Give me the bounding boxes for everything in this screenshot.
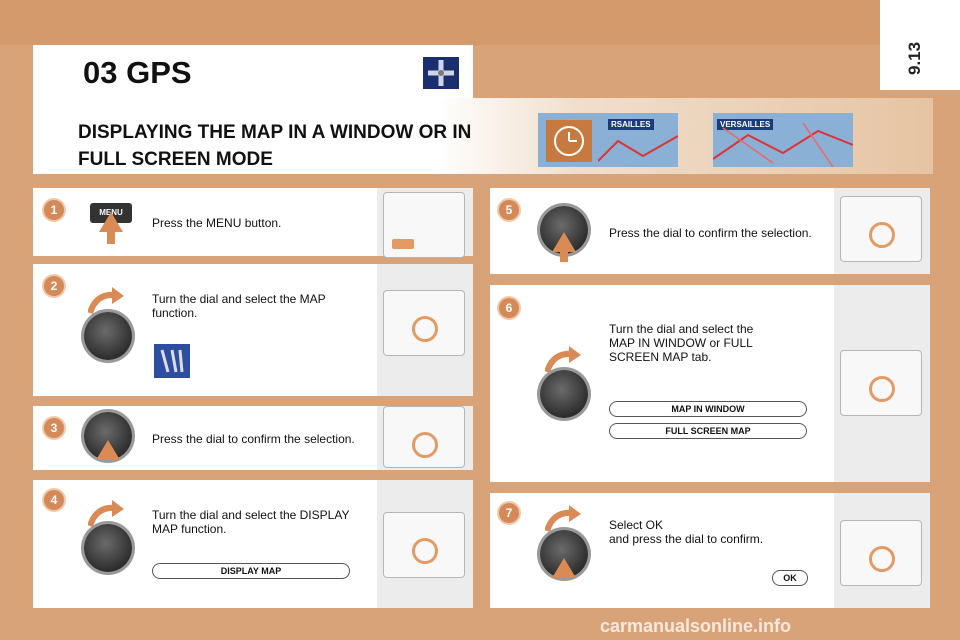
turn-arrow-icon xyxy=(545,505,581,533)
radio-unit-illustration xyxy=(383,512,465,578)
map-city-label: RSAILLES xyxy=(608,119,654,130)
full-screen-map-option[interactable]: FULL SCREEN MAP xyxy=(609,423,807,439)
map-window-thumbnail xyxy=(538,113,678,167)
press-arrow-icon xyxy=(99,212,123,232)
radio-unit-illustration xyxy=(383,192,465,258)
radio-unit-illustration xyxy=(383,406,465,468)
step-1-text: Press the MENU button. xyxy=(152,216,282,230)
dial-knob[interactable] xyxy=(84,312,132,360)
map-in-window-option[interactable]: MAP IN WINDOW xyxy=(609,401,807,417)
ok-option[interactable]: OK xyxy=(772,570,808,586)
map-function-icon xyxy=(154,344,190,378)
turn-arrow-icon xyxy=(88,287,124,315)
dial-knob[interactable] xyxy=(84,524,132,572)
step-5-text: Press the dial to confirm the selection. xyxy=(609,226,812,240)
dial-knob[interactable] xyxy=(540,370,588,418)
step-number: 5 xyxy=(499,200,519,220)
display-map-option[interactable]: DISPLAY MAP xyxy=(152,563,350,579)
step-number: 3 xyxy=(44,418,64,438)
full-screen-map-thumbnail xyxy=(713,113,853,167)
press-arrow-icon xyxy=(552,558,576,578)
watermark: carmanualsonline.info xyxy=(600,616,792,636)
menu-button[interactable]: MENU xyxy=(90,203,132,223)
radio-unit-illustration xyxy=(840,520,922,586)
gps-icon xyxy=(423,57,459,89)
menu-key-highlight xyxy=(392,239,414,249)
step-6-text: Turn the dial and select the MAP IN WINDOW or FULL SCREEN MAP tab. xyxy=(609,322,754,364)
step-7-text-line-2: and press the dial to confirm. xyxy=(609,532,764,546)
step-number: 6 xyxy=(499,298,519,318)
radio-unit-illustration xyxy=(840,196,922,262)
press-arrow-shaft xyxy=(107,230,115,244)
step-4-text: Turn the dial and select the DISPLAY MAP function. xyxy=(152,508,350,536)
map-city-label: VERSAILLES xyxy=(717,119,773,130)
clock-icon xyxy=(546,120,592,162)
step-number: 4 xyxy=(44,490,64,510)
step-2-text: Turn the dial and select the MAP function. xyxy=(152,292,326,320)
page-subtitle: DISPLAYING THE MAP IN A WINDOW OR IN FULL SCREEN MODE xyxy=(78,122,472,170)
step-number: 7 xyxy=(499,503,519,523)
radio-unit-illustration xyxy=(383,290,465,356)
page-number: 9.13 xyxy=(905,41,924,75)
step-3-text: Press the dial to confirm the selection. xyxy=(152,432,355,446)
step-number: 1 xyxy=(44,200,64,220)
step-7-text-line-1: Select OK xyxy=(609,518,664,532)
header-band xyxy=(0,0,880,45)
section-title: 03 GPS xyxy=(83,55,192,90)
step-number: 2 xyxy=(44,276,64,296)
press-arrow-icon xyxy=(552,232,576,252)
press-arrow-icon xyxy=(96,440,120,460)
press-arrow-shaft xyxy=(560,250,568,262)
radio-unit-illustration xyxy=(840,350,922,416)
